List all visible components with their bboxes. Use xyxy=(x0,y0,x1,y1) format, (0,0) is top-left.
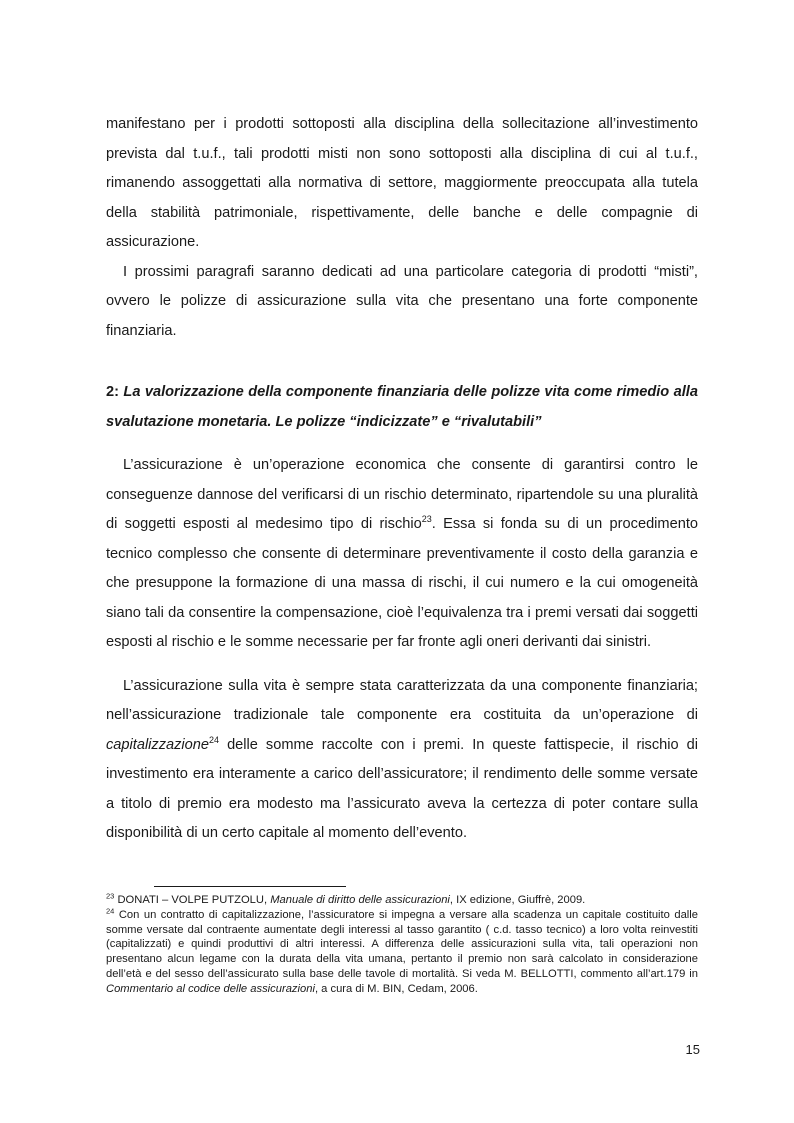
page-number: 15 xyxy=(685,1042,700,1057)
section-title: La valorizzazione della componente finanziaria delle polizze vita come rimedio alla svalutazione monetaria. Le polizze “indicizzate” e “rivalutabili” xyxy=(106,384,698,430)
footnote-23: $^{23}$ DONATI – VOLPE PUTZOLU, Manuale di diritto delle assicurazioni, IX edizione, Giuffrè, 2009. xyxy=(106,891,586,906)
paragraph-insurance-definition: L’assicurazione è un’operazione economica che consente di garantirsi contro le conseguenze dannose del verificarsi di un rischio determinato, ripartendole su una pluralità di soggetti esposti al medesimo tipo di rischio$^{23}$. Essa si fonda su di un procedimento tecnico complesso che consente di determinare preventivamente il costo della garanzia e che presuppone la formazione di una massa di rischi, il cui numero e la cui omogeneità siano tali da consentire la compensazione, cioè l’equivalenza tra i premi versati dai soggetti esposti al rischio e le somme necessarie per far fronte agli oneri derivanti dai sinistri. xyxy=(106,457,698,650)
footnote-ref-24[interactable]: 24 xyxy=(209,734,220,745)
paragraph-continuation: manifestano per i prodotti sottoposti alla disciplina della sollecitazione all’investimento prevista dal t.u.f., tali prodotti misti non sono sottoposti alla disciplina di cui al t.u.f., rimanendo assoggettati alla normativa di settore, maggiormente preoccupata alla tutela della stabilità patrimoniale, rispettivamente, delle banche e delle compagnie di assicurazione. xyxy=(106,116,698,250)
section-heading xyxy=(106,378,698,437)
footnote-separator xyxy=(154,886,346,887)
intro-text xyxy=(106,110,698,346)
paragraph-next-sections: I prossimi paragrafi saranno dedicati ad una particolare categoria di prodotti “misti”, ovvero le polizze di assicurazione sulla vita che presentano una forte componente finanziaria. xyxy=(106,263,698,339)
section-number: 2: xyxy=(106,384,119,400)
footnotes xyxy=(106,893,698,997)
footnote-24: $^{24}$ Con un contratto di capitalizzazione, l’assicuratore si impegna a versare alla scadenza un capitale costituito dalle somme versate dal contraente aumentate degli interessi al tasso garantito ( c.d. tasso tecnico) a loro volta reinvestiti (capitalizzati) e quindi produttivi di altri interessi. A differenza delle assicurazioni sulla vita, tali operazioni non presentano alcun legame con la durata della vita umana, pertanto il premio non sarà calcolato in considerazione dell’età e del sesso dell’assicurato sulla base delle tavole di mortalità. Si veda M. BELLOTTI, commento all’art.179 in Commentario al codice delle assicurazioni, a cura di M. BIN, Cedam, 2006. xyxy=(106,906,698,995)
paragraph-life-insurance: L’assicurazione sulla vita è sempre stata caratterizzata da una componente finanziaria; nell’assicurazione tradizionale tale componente era costituita da un’operazione di capitalizzazione$^{24}$ delle somme raccolte con i premi. In queste fattispecie, il rischio di investimento era interamente a carico dell’assicuratore; il rendimento delle somme versate a titolo di premio era modesto ma l’assicurato aveva la certezza di poter contare sulla disponibilità di un certo capitale al momento dell’evento. xyxy=(106,677,698,841)
term-capitalizzazione: capitalizzazione xyxy=(106,736,210,753)
footnote-ref-23[interactable]: 23 xyxy=(421,514,432,525)
section-body xyxy=(106,451,698,849)
